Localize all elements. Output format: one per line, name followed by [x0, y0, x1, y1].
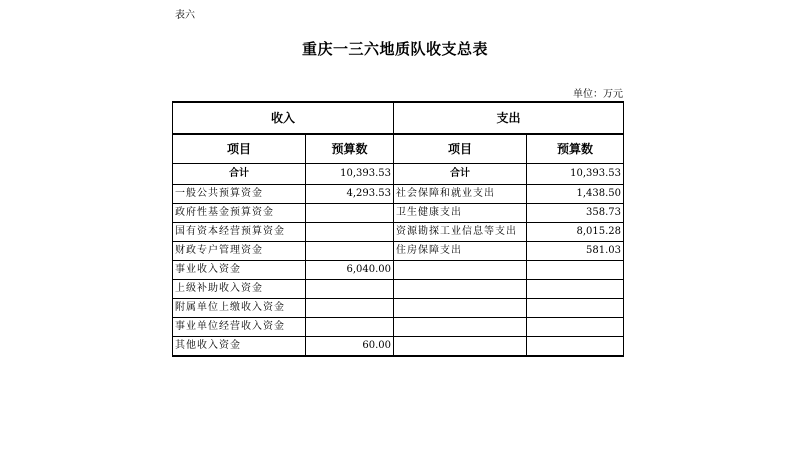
- table-row: [173, 261, 624, 280]
- income-item-cell: 政府性基金预算资金: [173, 204, 306, 223]
- income-amount-cell: 60.00: [306, 337, 394, 357]
- income-section-header: 收入: [173, 102, 394, 134]
- expense-item-cell: [394, 299, 527, 318]
- table-row: [173, 204, 624, 223]
- expense-amount-cell: [527, 280, 624, 299]
- expense-item-cell: [394, 318, 527, 337]
- income-item-cell: 一般公共预算资金: [173, 185, 306, 204]
- section-header-row: [173, 102, 624, 134]
- income-amount-cell: [306, 280, 394, 299]
- income-amount-cell: [306, 318, 394, 337]
- expense-item-cell: [394, 337, 527, 357]
- income-total-value: 10,393.53: [306, 164, 394, 185]
- table-row: [173, 337, 624, 357]
- expense-item-cell: 社会保障和就业支出: [394, 185, 527, 204]
- expense-amount-cell: 1,438.50: [527, 185, 624, 204]
- expense-item-column-header: 项目: [394, 134, 527, 164]
- income-amount-cell: 4,293.53: [306, 185, 394, 204]
- expense-item-cell: [394, 280, 527, 299]
- income-amount-cell: [306, 299, 394, 318]
- income-amount-cell: [306, 242, 394, 261]
- expense-item-cell: 卫生健康支出: [394, 204, 527, 223]
- expense-total-label: 合计: [394, 164, 527, 185]
- income-item-column-header: 项目: [173, 134, 306, 164]
- expense-amount-cell: [527, 261, 624, 280]
- income-item-cell: 事业单位经营收入资金: [173, 318, 306, 337]
- expense-amount-cell: 8,015.28: [527, 223, 624, 242]
- income-item-cell: 其他收入资金: [173, 337, 306, 357]
- unit-label: 单位：万元: [573, 89, 623, 100]
- column-header-row: [173, 134, 624, 164]
- table-number-label: 表六: [175, 10, 195, 21]
- table-row: [173, 318, 624, 337]
- expense-amount-cell: [527, 299, 624, 318]
- expense-amount-cell: 581.03: [527, 242, 624, 261]
- expense-amount-column-header: 预算数: [527, 134, 624, 164]
- table-row: [173, 185, 624, 204]
- income-amount-cell: 6,040.00: [306, 261, 394, 280]
- income-item-cell: 国有资本经营预算资金: [173, 223, 306, 242]
- income-total-label: 合计: [173, 164, 306, 185]
- income-item-cell: 事业收入资金: [173, 261, 306, 280]
- income-amount-cell: [306, 223, 394, 242]
- income-amount-column-header: 预算数: [306, 134, 394, 164]
- expense-total-value: 10,393.53: [527, 164, 624, 185]
- income-amount-cell: [306, 204, 394, 223]
- expense-amount-cell: [527, 318, 624, 337]
- expense-section-header: 支出: [394, 102, 624, 134]
- expense-item-cell: 住房保障支出: [394, 242, 527, 261]
- table-row: [173, 299, 624, 318]
- total-row: [173, 164, 624, 185]
- expense-item-cell: 资源勘探工业信息等支出: [394, 223, 527, 242]
- income-item-cell: 上级补助收入资金: [173, 280, 306, 299]
- expense-amount-cell: 358.73: [527, 204, 624, 223]
- expense-item-cell: [394, 261, 527, 280]
- expense-amount-cell: [527, 337, 624, 357]
- document-title: 重庆一三六地质队收支总表: [301, 40, 488, 58]
- budget-table: [172, 101, 624, 357]
- table-row: [173, 280, 624, 299]
- income-item-cell: 附属单位上缴收入资金: [173, 299, 306, 318]
- table-row: [173, 223, 624, 242]
- income-item-cell: 财政专户管理资金: [173, 242, 306, 261]
- table-row: [173, 242, 624, 261]
